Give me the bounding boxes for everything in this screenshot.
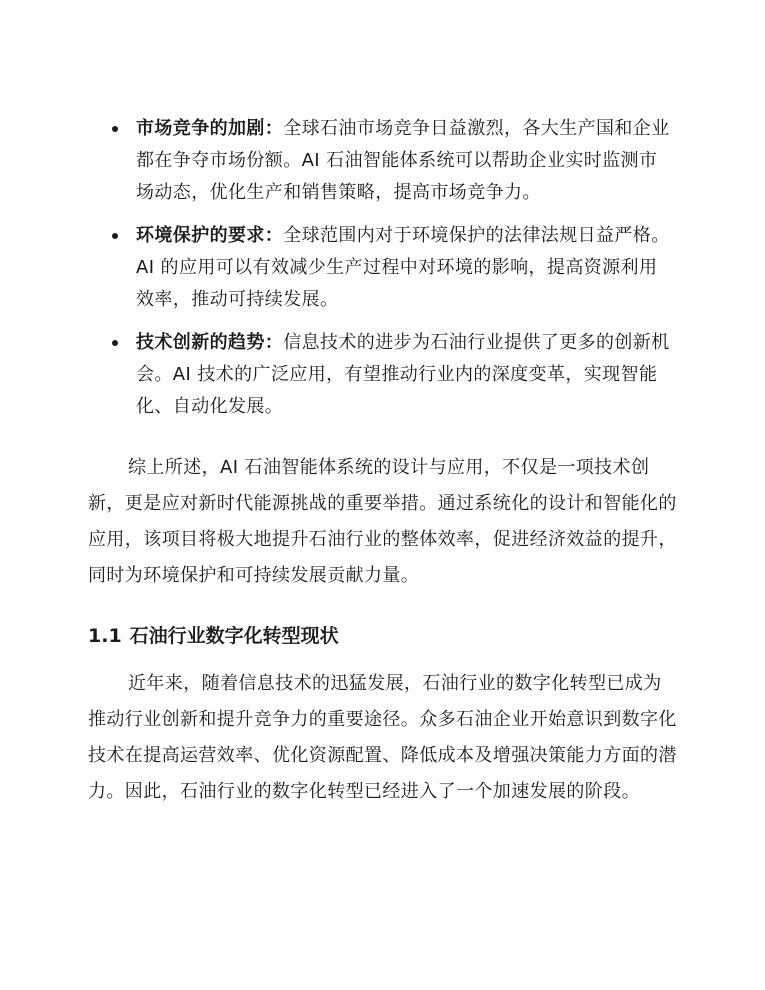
section-paragraph: 近年来，随着信息技术的迅猛发展，石油行业的数字化转型已成为推动行业创新和提升竞争力的重要途径。众多石油企业开始意识到数字化技术在提高运营效率、优化资源配置、降低成本及增强决策能力方面的潜力。因此，石油行业的数字化转型已经进入了一个加速发展的阶段。: [88, 673, 677, 802]
bullet-item-market-competition: [112, 113, 672, 209]
bullet-list: [112, 113, 672, 434]
bullet-title: 市场竞争的加剧：: [136, 118, 284, 139]
bullet-dot-icon: [112, 126, 118, 132]
bullet-dot-icon: [112, 340, 118, 346]
bullet-item-environment: [112, 220, 672, 316]
section-number: 1.1: [88, 625, 122, 647]
bullet-text: 全球范围内对于环境保护的法律法规日益严格。AI 的应用可以有效减少生产过程中对环境的影响，提高资源利用效率，推动可持续发展。: [136, 225, 670, 310]
bullet-dot-icon: [112, 233, 118, 239]
section-heading: [88, 620, 339, 652]
bullet-text: 信息技术的进步为石油行业提供了更多的创新机会。AI 技术的广泛应用，有望推动行业内的深度变革，实现智能化、自动化发展。: [136, 332, 670, 417]
summary-paragraph: 综上所述，AI 石油智能体系统的设计与应用，不仅是一项技术创新，更是应对新时代能源挑战的重要举措。通过系统化的设计和智能化的应用，该项目将极大地提升石油行业的整体效率，促进经济效益的提升，同时为环境保护和可持续发展贡献力量。: [88, 457, 677, 586]
bullet-title: 技术创新的趋势：: [136, 332, 284, 353]
section-title: 石油行业数字化转型现状: [129, 625, 339, 647]
bullet-item-tech-innovation: [112, 327, 672, 423]
bullet-text: 全球石油市场竞争日益激烈，各大生产国和企业都在争夺市场份额。AI 石油智能体系统可以帮助企业实时监测市场动态，优化生产和销售策略，提高市场竞争力。: [136, 118, 670, 203]
bullet-title: 环境保护的要求：: [136, 225, 284, 246]
